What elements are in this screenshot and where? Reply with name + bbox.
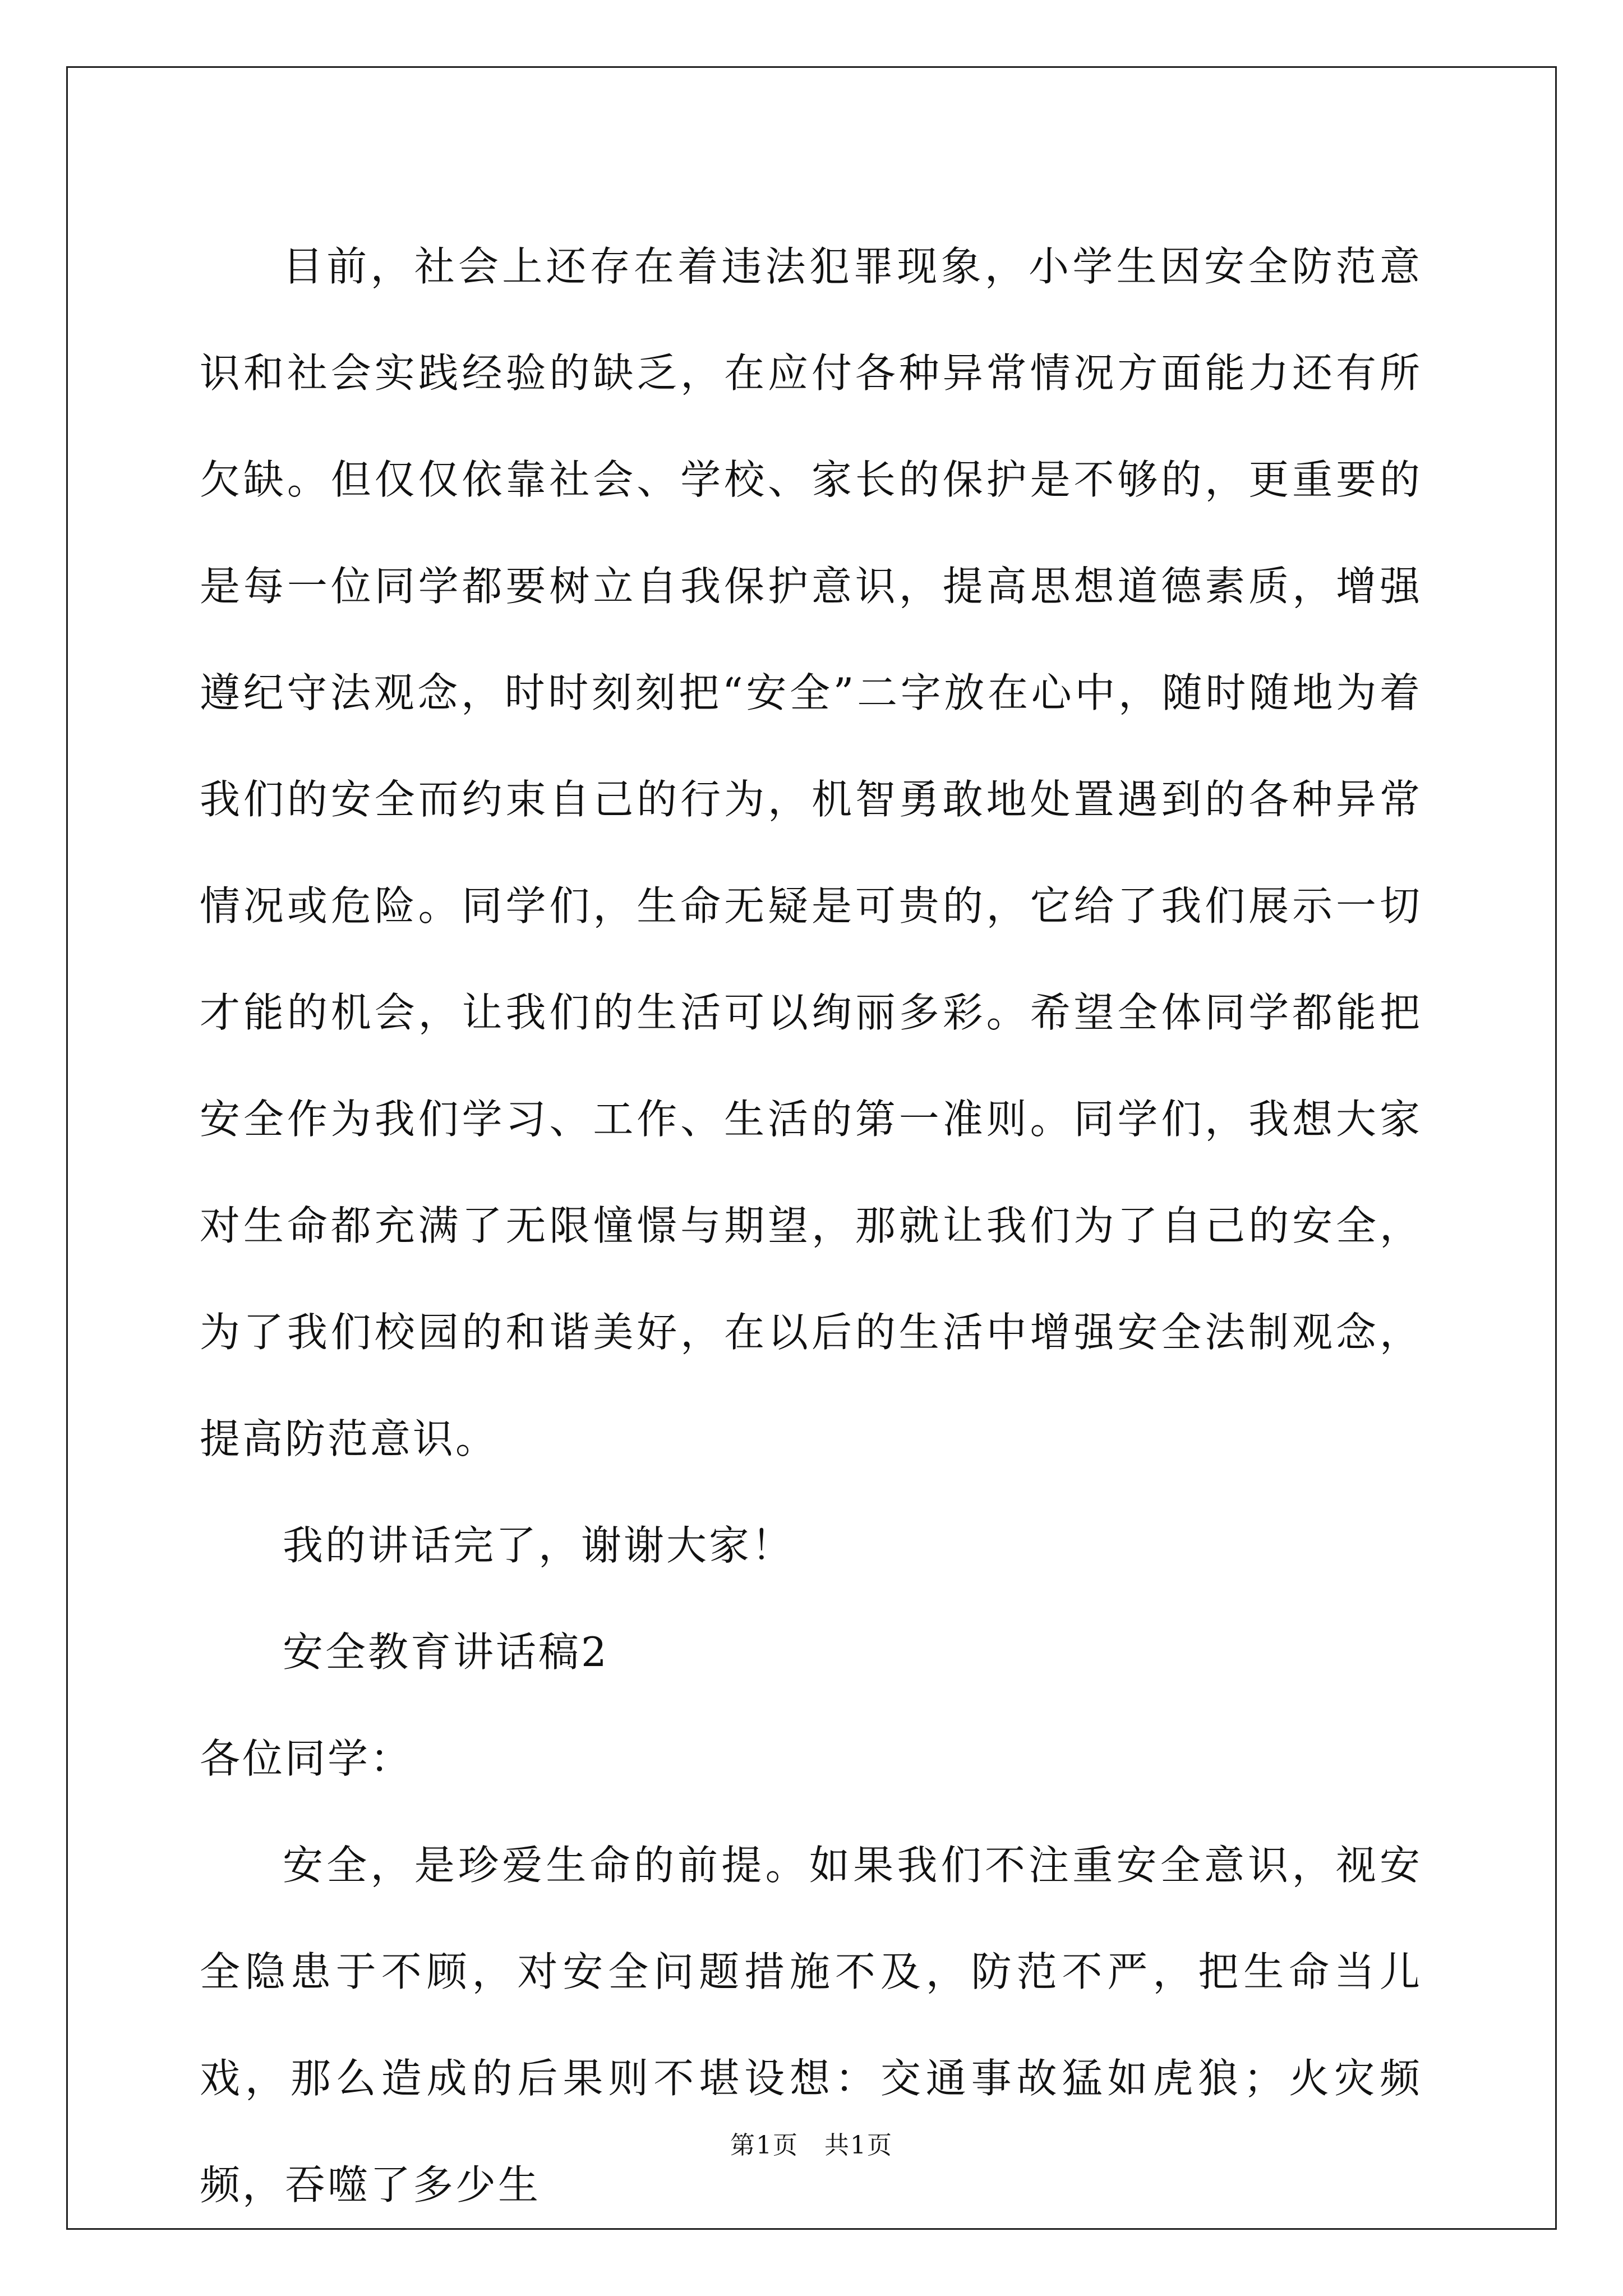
section-heading: 安全教育讲话稿2: [283, 1628, 609, 1676]
salutation: 各位同学：: [200, 1735, 413, 1782]
document-body: [200, 213, 1422, 2238]
page-footer: 第1页 共1页: [730, 2131, 893, 2160]
paragraph-closing: 我的讲话完了，谢谢大家！: [283, 1522, 795, 1569]
paragraph-safety-awareness: 目前，社会上还存在着违法犯罪现象，小学生因安全防范意识和社会实践经验的缺乏，在应付各种异常情况方面能力还有所欠缺。但仅仅依靠社会、学校、家长的保护是不够的，更重要的是每一位同学都要树立自我保护意识，提高思想道德素质，增强遵纪守法观念，时时刻刻把“安全”二字放在心中，随时随地为着我们的安全而约束自己的行为，机智勇敢地处置遇到的各种异常情况或危险。同学们，生命无疑是可贵的，它给了我们展示一切才能的机会，让我们的生活可以绚丽多彩。希望全体同学都能把安全作为我们学习、工作、生活的第一准则。同学们，我想大家对生命都充满了无限憧憬与期望，那就让我们为了自己的安全，为了我们校园的和谐美好，在以后的生活中增强安全法制观念，提高防范意识。: [200, 243, 1422, 1462]
paragraph-safety-premise: 安全，是珍爱生命的前提。如果我们不注重安全意识，视安全隐患于不顾，对安全问题措施不及，防范不严，把生命当儿戏，那么造成的后果则不堪设想：交通事故猛如虎狼；火灾频频，吞噬了多少生: [200, 1842, 1422, 2208]
